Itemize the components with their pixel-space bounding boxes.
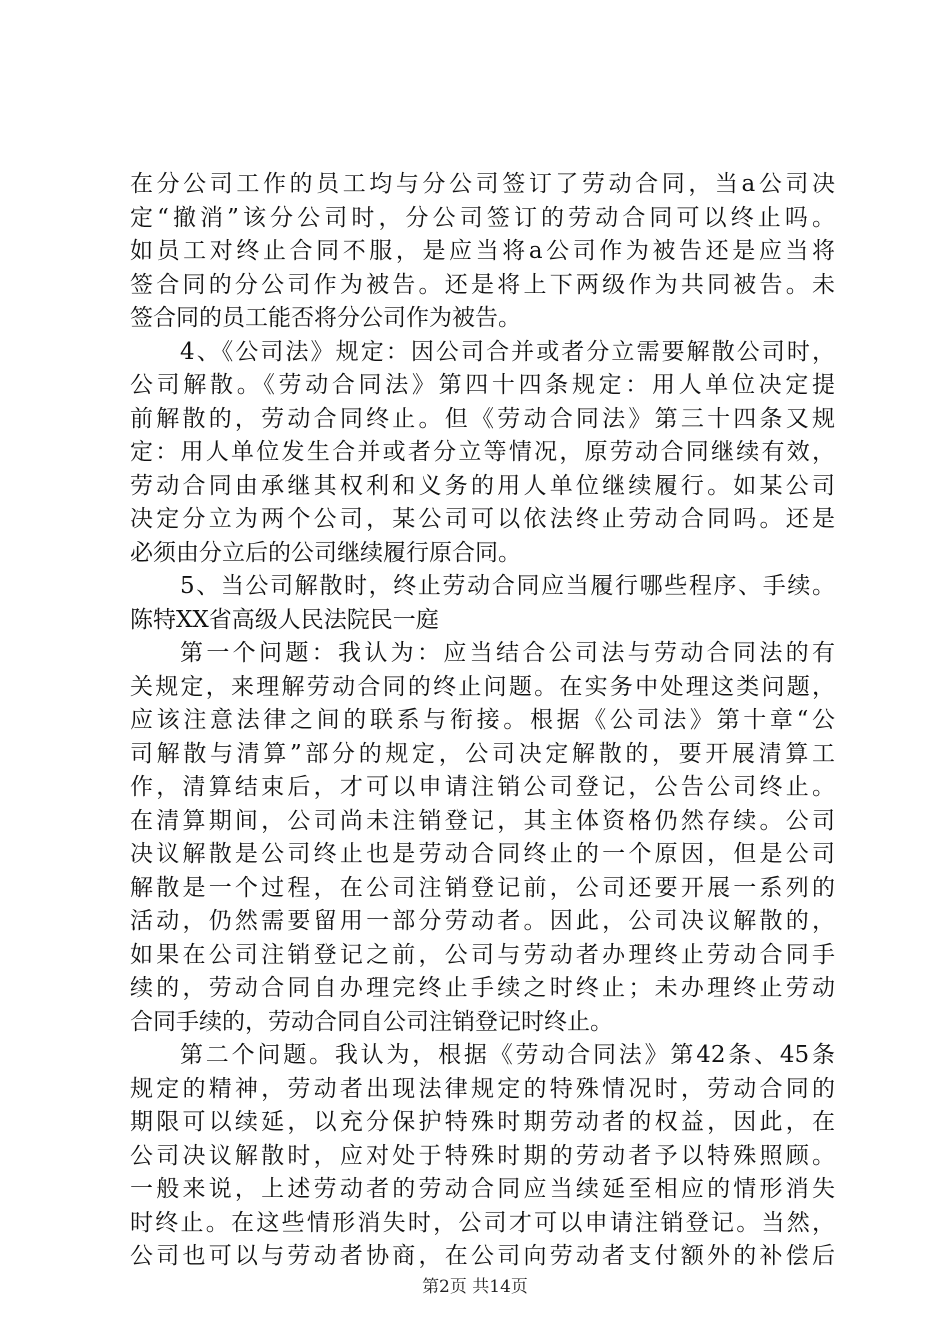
text-line: 第二个问题。我认为，根据《劳动合同法》第42条、45条	[180, 1042, 835, 1068]
text-line: 规定的精神，劳动者出现法律规定的特殊情况时，劳动合同的	[130, 1075, 835, 1102]
text-line: 劳动合同由承继其权利和义务的用人单位继续履行。如某公司	[130, 472, 835, 499]
text-line: 定：用人单位发生合并或者分立等情况，原劳动合同继续有效，	[130, 439, 835, 465]
text-line: 如员工对终止合同不服，是应当将a公司作为被告还是应当将	[130, 238, 835, 264]
text-line: 期限可以续延，以充分保护特殊时期劳动者的权益，因此，在	[130, 1109, 835, 1135]
text-line: 必须由分立后的公司继续履行原合同。	[130, 539, 521, 566]
text-line: 4、《公司法》规定：因公司合并或者分立需要解散公司时，	[180, 338, 835, 365]
text-line: 前解散的，劳动合同终止。但《劳动合同法》第三十四条又规	[130, 405, 835, 432]
text-line: 活动，仍然需要留用一部分劳动者。因此，公司决议解散的，	[130, 908, 835, 934]
text-line: 应该注意法律之间的联系与衔接。根据《公司法》第十章“公	[130, 707, 835, 733]
text-line: 作，清算结束后，才可以申请注销公司登记，公告公司终止。	[130, 774, 835, 800]
text-line: 在分公司工作的员工均与分公司签订了劳动合同，当a公司决	[130, 171, 835, 197]
text-line: 5、当公司解散时，终止劳动合同应当履行哪些程序、手续。	[180, 573, 835, 599]
text-line: 第一个问题：我认为：应当结合公司法与劳动合同法的有	[180, 640, 835, 666]
text-line: 签合同的分公司作为被告。还是将上下两级作为共同被告。未	[130, 271, 835, 298]
text-line: 司解散与清算”部分的规定，公司决定解散的，要开展清算工	[130, 740, 835, 767]
page-footer: 第2页 共14页	[422, 1277, 528, 1297]
text-line: 解散是一个过程，在公司注销登记前，公司还要开展一系列的	[130, 874, 835, 901]
text-line: 关规定，来理解劳动合同的终止问题。在实务中处理这类问题，	[130, 673, 835, 700]
document-body	[130, 168, 835, 1274]
text-line: 如果在公司注销登记之前，公司与劳动者办理终止劳动合同手	[130, 941, 835, 968]
text-line: 决议解散是公司终止也是劳动合同终止的一个原因，但是公司	[130, 841, 835, 867]
text-line: 在清算期间，公司尚未注销登记，其主体资格仍然存续。公司	[130, 807, 835, 834]
text-line: 签合同的员工能否将分公司作为被告。	[130, 305, 521, 331]
text-line: 时终止。在这些情形消失时，公司才可以申请注销登记。当然，	[130, 1209, 835, 1236]
text-line: 陈特XX省高级人民法院民一庭	[130, 606, 439, 633]
text-line: 公司解散。《劳动合同法》第四十四条规定：用人单位决定提	[130, 372, 835, 398]
text-line: 公司决议解散时，应对处于特殊时期的劳动者予以特殊照顾。	[130, 1142, 835, 1169]
text-line: 公司也可以与劳动者协商，在公司向劳动者支付额外的补偿后	[130, 1243, 835, 1269]
text-line: 决定分立为两个公司，某公司可以依法终止劳动合同吗。还是	[130, 506, 835, 532]
text-line: 续的，劳动合同自办理完终止手续之时终止；未办理终止劳动	[130, 975, 835, 1001]
text-line: 合同手续的，劳动合同自公司注销登记时终止。	[130, 1008, 613, 1035]
text-line: 一般来说，上述劳动者的劳动合同应当续延至相应的情形消失	[130, 1176, 835, 1202]
text-line: 定“撤消”该分公司时，分公司签订的劳动合同可以终止吗。	[130, 204, 835, 231]
